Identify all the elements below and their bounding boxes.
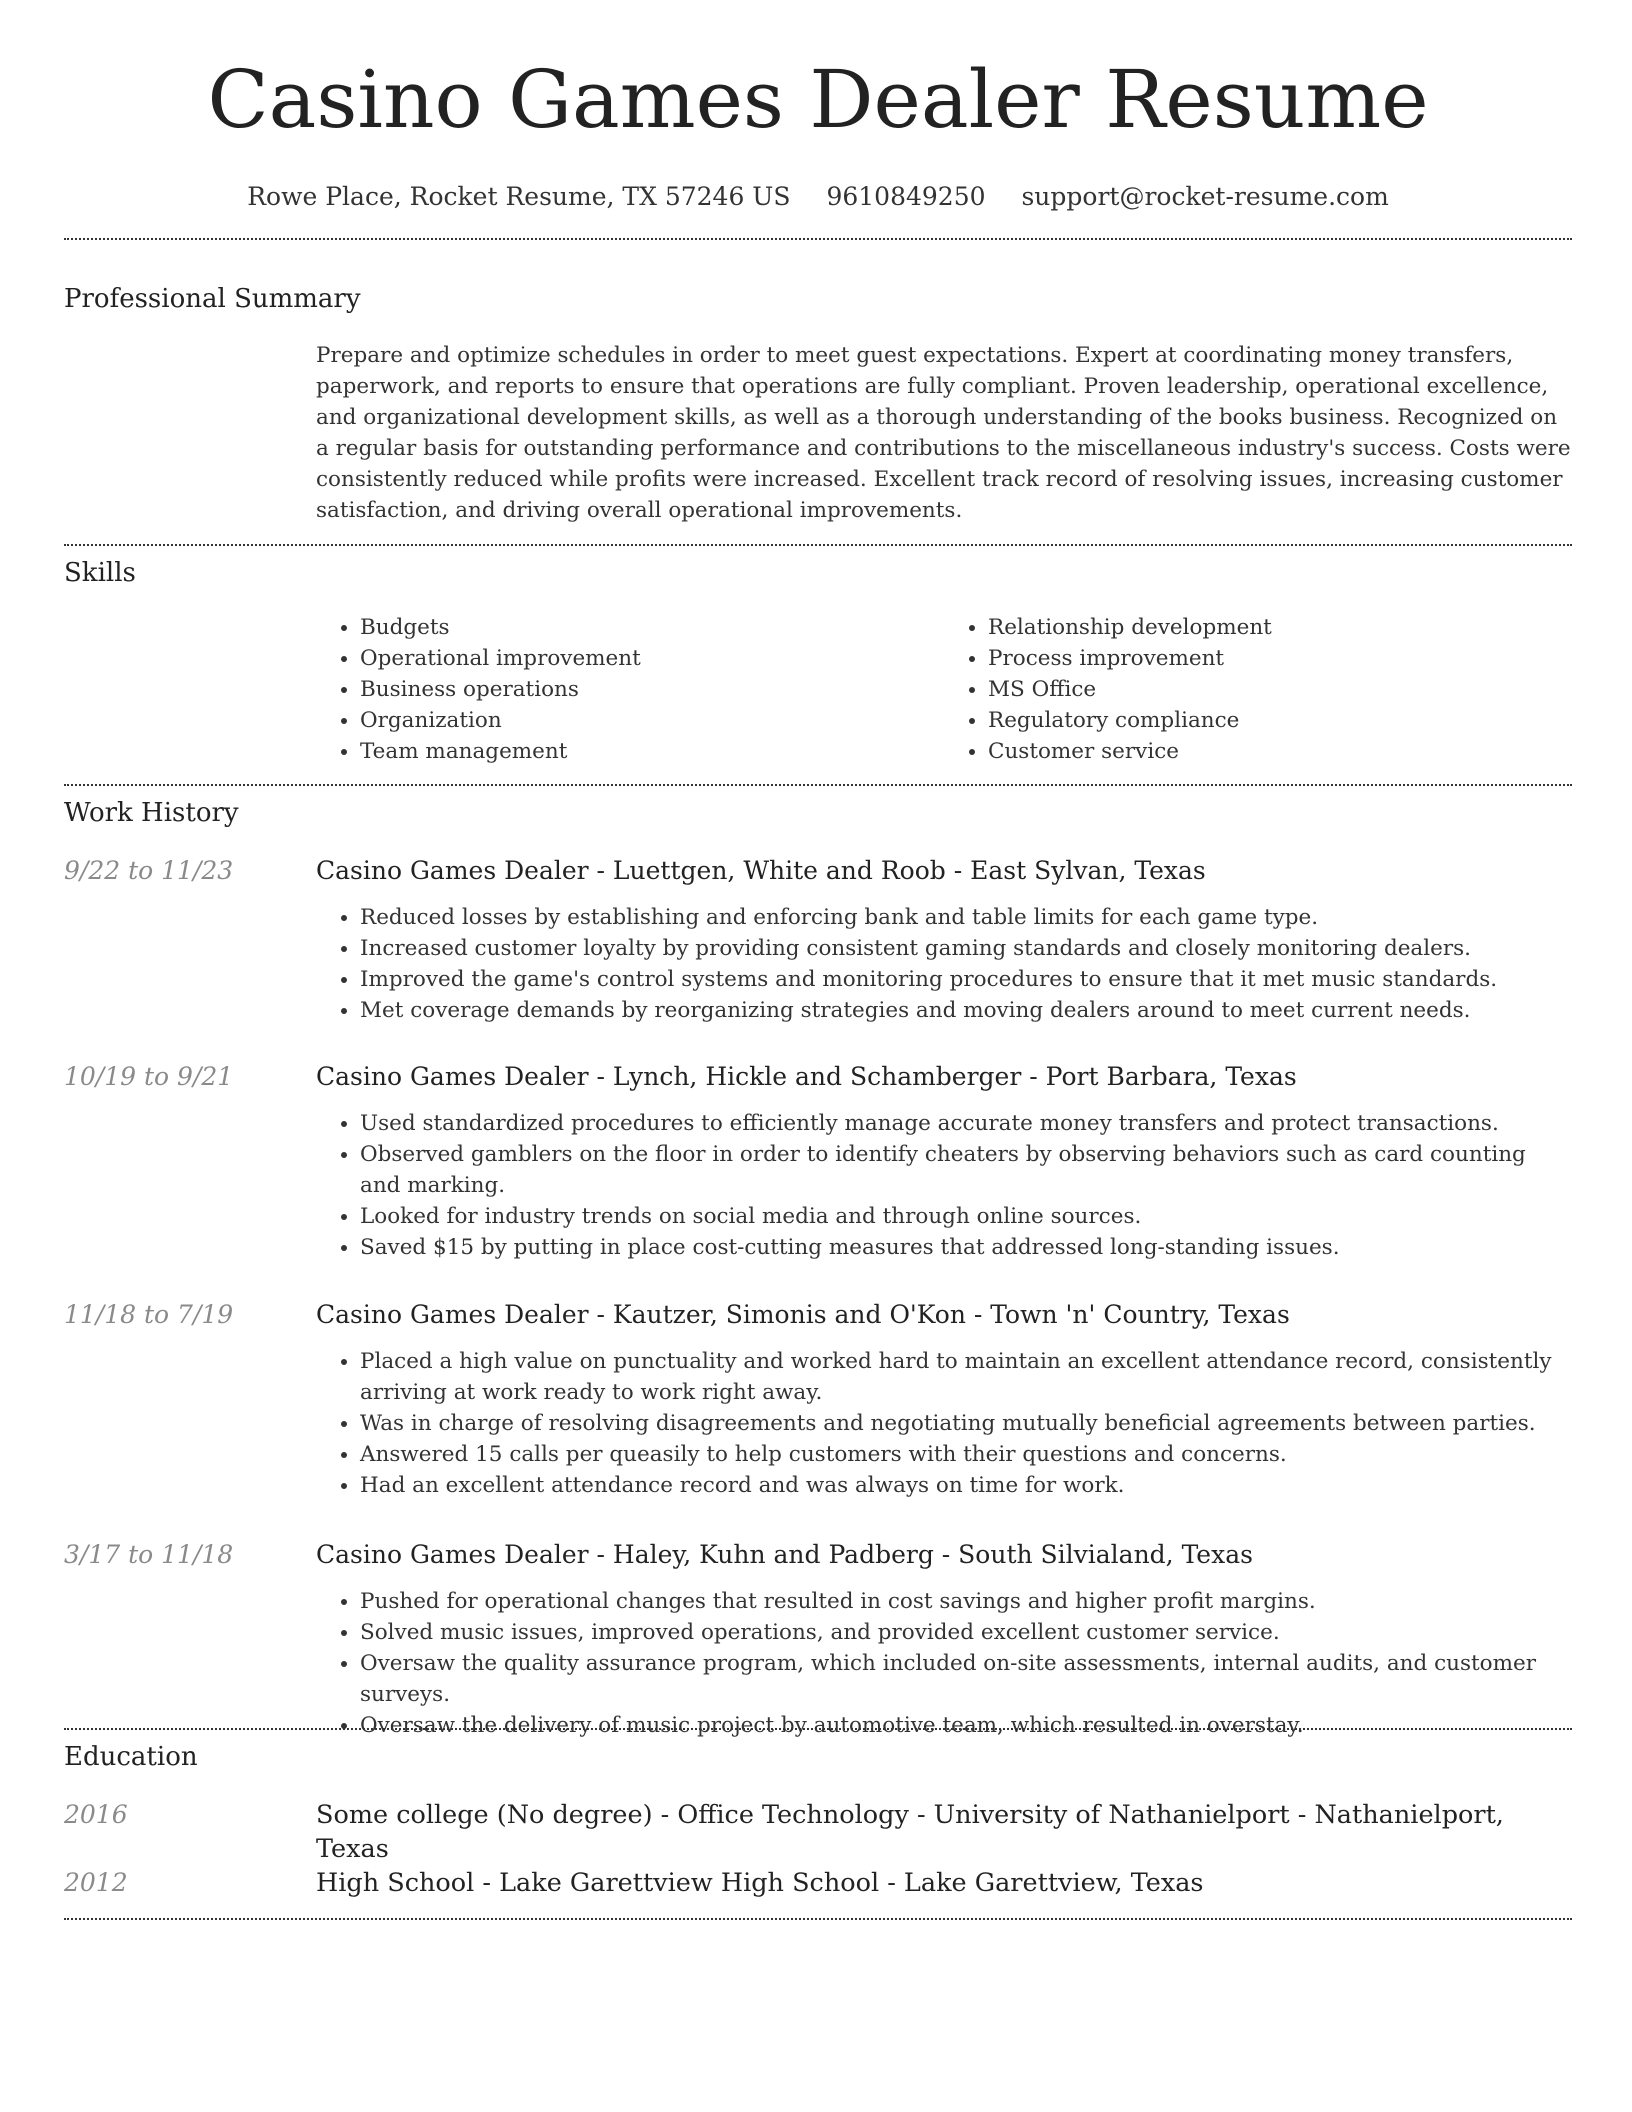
summary-section: [64, 282, 1572, 523]
resume-page: [64, 0, 1572, 1898]
skill-item: • Budgets: [360, 612, 944, 643]
job-dates: 3/17 to 11/18: [64, 1540, 234, 1569]
job-bullets: [316, 1108, 1572, 1263]
divider: [64, 1918, 1572, 1920]
job-bullet: • Oversaw the quality assurance program, which included on-site assessments, internal audits, and customer surveys.: [360, 1648, 1572, 1710]
education-section: [64, 1740, 1572, 1774]
section-title-work: Work History: [64, 798, 239, 828]
skill-item: • Organization: [360, 705, 944, 736]
job-bullet: • Reduced losses by establishing and enforcing bank and table limits for each game type.: [360, 902, 1572, 933]
job-bullet: • Solved music issues, improved operations, and provided excellent customer service.: [360, 1617, 1572, 1648]
summary-text: Prepare and optimize schedules in order to meet guest expectations. Expert at coordinating money transfers, paperwork, and reports to ensure that operations are fully compliant. Proven leadership, operational excellence, and organizational development skills, as well as a thorough understanding of the books business. Recognized on a regular basis for outstanding performance and contributions to the miscellaneous industry's success. Costs were consistently reduced while profits were increased. Excellent track record of resolving issues, increasing customer satisfaction, and driving overall operational improvements.: [316, 343, 1571, 523]
divider: [64, 784, 1572, 786]
job-bullet: • Increased customer loyalty by providing consistent gaming standards and closely monitoring dealers.: [360, 933, 1572, 964]
job-heading: Casino Games Dealer - Luettgen, White and Roob - East Sylvan, Texas: [316, 856, 1206, 885]
divider: [64, 238, 1572, 240]
education-year: 2016: [64, 1800, 128, 1829]
contact-line: [64, 180, 1572, 214]
divider: [64, 544, 1572, 546]
job-bullet: • Oversaw the delivery of music project by automotive team, which resulted in overstay.: [360, 1710, 1572, 1741]
job-bullets: [316, 1586, 1572, 1741]
skill-item: • Regulatory compliance: [988, 705, 1572, 736]
divider: [64, 1728, 1572, 1730]
job-bullet: • Was in charge of resolving disagreements and negotiating mutually beneficial agreements between parties.: [360, 1408, 1572, 1439]
job-heading: Casino Games Dealer - Kautzer, Simonis and O'Kon - Town 'n' Country, Texas: [316, 1300, 1290, 1329]
job-bullet: • Saved $15 by putting in place cost-cutting measures that addressed long-standing issues.: [360, 1232, 1572, 1263]
address: Rowe Place, Rocket Resume, TX 57246 US: [247, 182, 791, 211]
resume-title: Casino Games Dealer Resume: [207, 53, 1429, 146]
phone: 9610849250: [826, 182, 986, 211]
job-bullets: [316, 1346, 1572, 1501]
job-bullet: • Answered 15 calls per queasily to help customers with their questions and concerns.: [360, 1439, 1572, 1470]
education-text: High School - Lake Garettview High School - Lake Garettview, Texas: [316, 1868, 1204, 1898]
job-bullet: • Had an excellent attendance record and was always on time for work.: [360, 1470, 1572, 1501]
job-dates: 9/22 to 11/23: [64, 856, 234, 885]
skill-item: • MS Office: [988, 674, 1572, 705]
skills-list-left: [316, 612, 944, 767]
section-title-education: Education: [64, 1742, 198, 1772]
resume-header: [64, 0, 1572, 214]
job-bullet: • Observed gamblers on the floor in order to identify cheaters by observing behaviors such as card counting and marking.: [360, 1139, 1572, 1201]
job-heading: Casino Games Dealer - Haley, Kuhn and Padberg - South Silvialand, Texas: [316, 1540, 1253, 1569]
section-title-skills: Skills: [64, 558, 136, 588]
job-bullet: • Improved the game's control systems and monitoring procedures to ensure that it met music standards.: [360, 964, 1572, 995]
skill-item: • Team management: [360, 736, 944, 767]
job-bullet: • Met coverage demands by reorganizing strategies and moving dealers around to meet current needs.: [360, 995, 1572, 1026]
job-bullet: • Looked for industry trends on social media and through online sources.: [360, 1201, 1572, 1232]
skill-item: • Customer service: [988, 736, 1572, 767]
section-title-summary: Professional Summary: [64, 284, 361, 314]
job-dates: 10/19 to 9/21: [64, 1062, 234, 1091]
work-history-section: [64, 796, 1572, 830]
education-text: Some college (No degree) - Office Technology - University of Nathanielport - Nathanielport, Texas: [316, 1800, 1504, 1864]
skills-list-right: [944, 612, 1572, 767]
skill-item: • Operational improvement: [360, 643, 944, 674]
skill-item: • Relationship development: [988, 612, 1572, 643]
skill-item: • Business operations: [360, 674, 944, 705]
skills-section: [64, 556, 1572, 764]
job-heading: Casino Games Dealer - Lynch, Hickle and Schamberger - Port Barbara, Texas: [316, 1062, 1297, 1091]
education-year: 2012: [64, 1868, 128, 1897]
job-bullets: [316, 902, 1572, 1026]
job-dates: 11/18 to 7/19: [64, 1300, 234, 1329]
email: support@rocket-resume.com: [1021, 182, 1389, 211]
job-bullet: • Pushed for operational changes that resulted in cost savings and higher profit margins.: [360, 1586, 1572, 1617]
job-bullet: • Used standardized procedures to efficiently manage accurate money transfers and protect transactions.: [360, 1108, 1572, 1139]
job-bullet: • Placed a high value on punctuality and worked hard to maintain an excellent attendance record, consistently arriving at work ready to work right away.: [360, 1346, 1572, 1408]
skill-item: • Process improvement: [988, 643, 1572, 674]
